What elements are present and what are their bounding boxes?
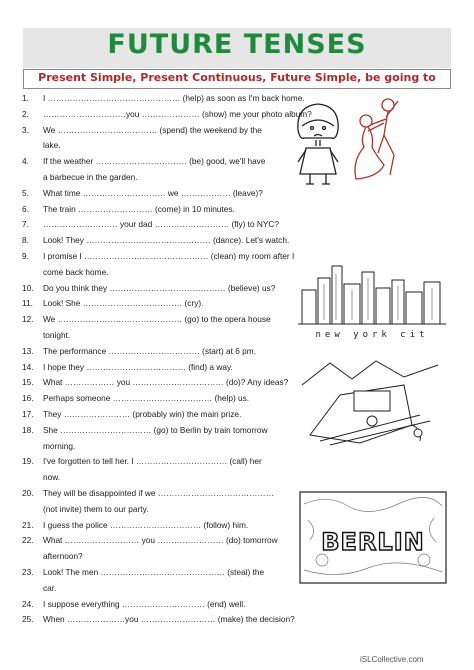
- exercise-text: Look! The men ……………………………………… (steal) the: [43, 566, 265, 577]
- exercise-line: [22, 391, 292, 407]
- exercise-number: 12.: [22, 314, 34, 325]
- exercise-line: [22, 518, 292, 534]
- exercise-text: I ………………………………………… (help) as soon as I'm back home.: [43, 93, 305, 103]
- exercise-number: 8.: [22, 235, 29, 246]
- exercise-text: They will be disappointed if we ……………………………………: [43, 487, 274, 498]
- exercise-text: What ……………………… you …………………… (do) tomorrow: [43, 535, 278, 546]
- exercise-number: 4.: [22, 156, 29, 167]
- exercise-number: 2.: [22, 108, 29, 119]
- exercise-number: 7.: [22, 219, 29, 230]
- page-subtitle: Present Simple, Present Continuous, Future Simple, be going to: [38, 71, 436, 84]
- exercise-number: 9.: [22, 250, 29, 261]
- exercise-text: We ……………………………… (spend) the weekend by the: [43, 124, 262, 135]
- exercise-line: [22, 170, 292, 186]
- exercise-text: I guess the police …………………………… (follow) him.: [43, 519, 249, 530]
- exercise-line: [22, 328, 292, 344]
- exercise-line: [22, 312, 292, 328]
- exercise-line: [22, 533, 292, 549]
- exercise-text: If the weather …………………………… (be) good, we'll have: [43, 156, 266, 167]
- exercise-line: [22, 360, 292, 376]
- exercise-number: 5.: [22, 187, 29, 198]
- exercise-text: The performance …………………………… (start) at 6 pm.: [43, 345, 256, 356]
- exercise-text: afternoon?: [43, 551, 83, 562]
- exercise-line: [22, 249, 295, 265]
- exercise-text: Do you think they …………………………………… (believe) us?: [43, 282, 276, 293]
- exercise-text: tonight.: [43, 329, 71, 340]
- exercise-text: The train ……………………… (come) in 10 minutes.: [43, 203, 235, 214]
- footer-credit: iSLCollective.com: [360, 655, 424, 664]
- exercise-line: [22, 407, 292, 423]
- exercise-line: [22, 439, 292, 455]
- exercise-number: 14.: [22, 361, 34, 372]
- exercise-line: [22, 454, 292, 470]
- exercise-text: Look! She ……………………………… (cry).: [43, 298, 204, 309]
- exercise-line: [22, 581, 292, 597]
- exercise-text: car.: [43, 582, 57, 593]
- exercise-number: 23.: [22, 566, 34, 577]
- exercise-text: What time ………………………… we ……………… (leave)?: [43, 187, 263, 198]
- exercise-text: morning.: [43, 440, 76, 451]
- exercise-text: Perhaps someone ……………………………… (help) us.: [43, 393, 250, 404]
- exercise-line: [22, 502, 292, 518]
- exercise-line: [22, 233, 292, 249]
- exercise-text: When …………………you ……………………… (make) the decision?: [43, 614, 295, 625]
- berlin-graffiti-text: BERLIN: [321, 528, 425, 556]
- exercise-number: 20.: [22, 487, 34, 498]
- exercise-text: ……………………… your dad ……………………… (fly) to NYC?: [43, 219, 280, 230]
- exercise-line: [22, 281, 292, 297]
- exercise-line: [22, 91, 305, 107]
- new-york-skyline-illustration: [298, 260, 446, 342]
- exercise-line: [22, 423, 292, 439]
- dancing-couple-illustration: [350, 95, 410, 185]
- exercise-number: 11.: [22, 298, 33, 309]
- exercise-number: 24.: [22, 598, 34, 609]
- city-caption: new york cit: [315, 330, 429, 340]
- exercise-text: come back home.: [43, 266, 109, 277]
- exercise-line: [22, 565, 292, 581]
- exercise-line: [22, 123, 292, 139]
- exercise-line: [22, 296, 292, 312]
- exercise-text: I've forgotten to tell her. I …………………………… (call) her: [43, 456, 262, 467]
- exercise-line: [22, 486, 292, 502]
- exercise-text: now.: [43, 472, 61, 483]
- exercise-text: I promise I ……………………………………… (clean) my room after I: [43, 250, 295, 261]
- exercise-line: [22, 375, 292, 391]
- exercise-number: 17.: [22, 408, 34, 419]
- page-title: FUTURE TENSES: [107, 29, 367, 60]
- exercise-line: [22, 549, 292, 565]
- exercise-line: [22, 612, 295, 628]
- exercise-text: What ……………… you …………………………… (do)? Any ideas?: [43, 377, 289, 388]
- exercise-text: (not invite) them to our party.: [43, 503, 149, 514]
- exercise-text: She …………………………… (go) to Berlin by train tomorrow: [43, 424, 268, 435]
- exercise-line: [22, 344, 292, 360]
- berlin-graffiti-illustration: [298, 490, 448, 585]
- exercise-number: 22.: [22, 535, 34, 546]
- exercise-number: 15.: [22, 377, 34, 388]
- exercise-list: [22, 91, 312, 628]
- train-illustration: [300, 355, 440, 447]
- exercise-line: [22, 597, 292, 613]
- exercise-number: 16.: [22, 393, 34, 404]
- exercise-line: [22, 202, 292, 218]
- exercise-text: I suppose everything ………………………… (end) well.: [43, 598, 246, 609]
- exercise-line: [22, 470, 292, 486]
- exercise-number: 6.: [22, 203, 29, 214]
- exercise-text: They …………………… (probably win) the main prize.: [43, 408, 242, 419]
- exercise-line: [22, 138, 292, 154]
- exercise-number: 10.: [22, 282, 34, 293]
- exercise-line: [22, 265, 292, 281]
- exercise-number: 1.: [22, 93, 29, 103]
- exercise-line: [22, 154, 292, 170]
- exercise-number: 18.: [22, 424, 34, 435]
- exercise-number: 19.: [22, 456, 34, 467]
- exercise-text: lake.: [43, 140, 61, 151]
- sad-girl-illustration: [292, 100, 344, 188]
- exercise-number: 13.: [22, 345, 34, 356]
- exercise-line: [22, 217, 292, 233]
- exercise-number: 25.: [22, 614, 34, 625]
- exercise-text: We ……………………………………… (go) to the opera house: [43, 314, 271, 325]
- exercise-number: 3.: [22, 124, 29, 135]
- exercise-text: a barbecue in the garden.: [43, 171, 138, 182]
- exercise-text: I hope they ……………………………… (find) a way.: [43, 361, 233, 372]
- exercise-number: 21.: [22, 519, 34, 530]
- exercise-line: [22, 107, 312, 123]
- exercise-text: …………………………you ………………… (show) me your photo album?: [43, 108, 312, 119]
- exercise-text: Look! They ……………………………………… (dance). Let's watch.: [43, 235, 290, 246]
- exercise-line: [22, 186, 292, 202]
